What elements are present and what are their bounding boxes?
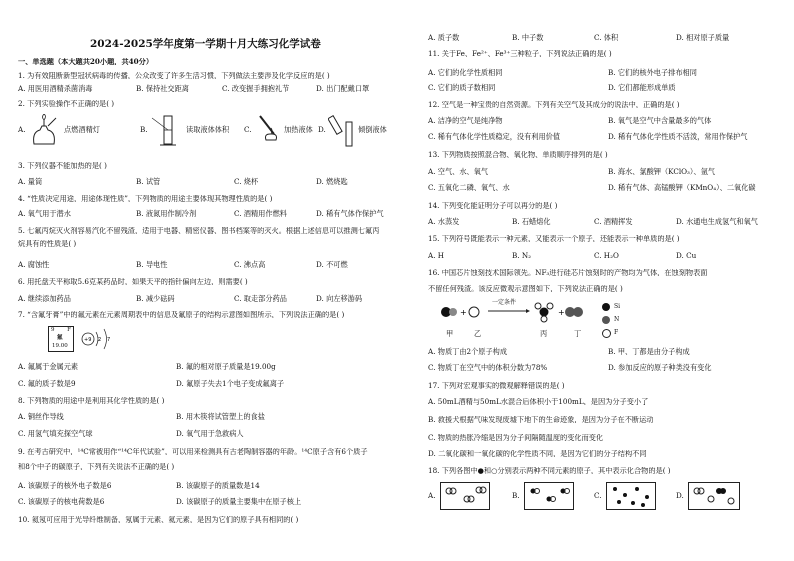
q1-option-c: C. 改变握手拥抱礼节 — [222, 84, 290, 93]
reaction-condition: 一定条件 — [492, 299, 517, 306]
q12-option-b: B. 氧气是空气中含量最多的气体 — [608, 116, 712, 125]
key-si-atom-icon — [602, 303, 610, 311]
q16-option-c: C. 物质丁在空气中的体积分数为78% — [428, 363, 548, 372]
q9-option-b: B. 该碳原子的质量数是14 — [176, 481, 260, 490]
q13-option-d: D. 稀有气体、高锰酸钾（KMnO₄）、二氧化碳 — [608, 183, 756, 192]
q13-option-b: B. 海水、氯酸钾（KClO₃）、氩气 — [608, 167, 716, 176]
q8-option-d: D. 氧气用于急救病人 — [176, 429, 244, 438]
key-f-label: F — [614, 329, 619, 336]
q10-option-d: D. 相对原子质量 — [676, 33, 730, 42]
element-card — [48, 326, 74, 352]
svg-text:+: + — [558, 308, 565, 317]
q8-stem: 8. 下列物质的用途中是利用其化学性质的是( ) — [18, 397, 165, 405]
q5-option-a: A. 腐蚀性 — [18, 260, 50, 269]
q5-stem-line1: 5. 七氟丙烷灭火剂容易汽化不留残渣，适用于电器、精密仪器、图书档案等的灭火。根据上述信息可以推测七氟丙 — [18, 227, 380, 235]
q10-option-a: A. 质子数 — [428, 33, 460, 42]
q14-option-c: C. 酒精挥发 — [594, 217, 633, 226]
q18-box-d — [688, 482, 740, 510]
q4-option-c: C. 酒精用作燃料 — [234, 209, 287, 218]
q14-option-d: D. 水通电生成氢气和氧气 — [676, 217, 758, 226]
q15-option-d: D. Cu — [676, 251, 697, 260]
q16-option-a: A. 物质丁由2个原子构成 — [428, 347, 508, 356]
pouring-liquid-icon — [328, 114, 360, 148]
q1-stem: 1. 为有效阻断新型冠状病毒的传播，公众改变了许多生活习惯，下列做法主要涉及化学反应的是( ) — [18, 72, 330, 80]
q15-stem: 15. 下列符号既能表示一种元素，又能表示一个原子，还能表示一种单质的是( ) — [428, 235, 680, 243]
test-tube-heating-icon — [254, 112, 284, 148]
q16-option-b: B. 甲、丁都是由分子构成 — [608, 347, 690, 356]
q18-stem: 18. 下列各图中●和○分别表示两种不同元素的原子，其中表示化合物的是( ) — [428, 467, 671, 475]
page-title: 2024-2025学年度第一学期十月大练习化学试卷 — [90, 38, 321, 50]
q16-option-d: D. 参加反应的原子种类没有变化 — [608, 363, 712, 372]
q2-option-c: 加热液体 — [284, 125, 313, 134]
q8-option-c: C. 用氢气填充探空气球 — [18, 429, 93, 438]
q3-option-b: B. 试管 — [136, 177, 161, 186]
q16-stem-line2: 不留任何残渣。该反应微观示意图如下，下列说法正确的是( ) — [428, 285, 623, 293]
q12-option-a: A. 洁净的空气是纯净物 — [428, 116, 503, 125]
q17-option-a: A. 50mL酒精与50mL水混合后体积小于100mL，是因为分子变小了 — [428, 398, 649, 406]
q15-option-c: C. H₂O — [594, 251, 619, 260]
q14-stem: 14. 下列变化能证明分子可以再分的是( ) — [428, 202, 558, 210]
molecule-diagram-icon — [434, 298, 674, 330]
q18-option-d: D. — [676, 491, 684, 500]
label-bing: 丙 — [540, 329, 548, 338]
q18-box-a — [440, 482, 490, 510]
q2-option-b: 读取液体体积 — [186, 125, 230, 134]
q8-option-a: A. 铜丝作导线 — [18, 412, 64, 421]
q17-option-d: D. 二氧化碳和一氧化碳的化学性质不同，是因为它们的分子结构不同 — [428, 450, 647, 458]
svg-text:+: + — [460, 308, 467, 317]
alcohol-lamp-icon — [28, 114, 62, 146]
q4-stem: 4. “性质决定用途，用途体现性质”，下列物质的用途主要体现其物理性质的是( ) — [18, 195, 273, 203]
key-n-atom-icon — [602, 316, 610, 324]
element-number: 9 — [51, 327, 55, 333]
key-f-atom-icon — [602, 329, 611, 338]
q3-stem: 3. 下列仪器不能加热的是( ) — [18, 162, 107, 170]
q5-stem-line2: 烷具有的性质是( ) — [18, 240, 77, 248]
section-heading: 一、单选题（本大题共20小题，共40分） — [18, 58, 154, 66]
q16-stem-line1: 16. 中国芯片蚀刻技术国际领先。NF₃进行硅芯片蚀刻时的产物均为气体，在蚀刻物表面 — [428, 269, 708, 277]
q7-stem: 7. “含氟牙膏”中的氟元素在元素周期表中的信息及氟原子的结构示意图如图所示，下列说法正确的是( ) — [18, 311, 345, 319]
q15-option-a: A. H — [428, 251, 445, 260]
key-si-label: Si — [614, 303, 621, 310]
q6-stem: 6. 用托盘天平称取5.6克某药品时，如果天平的指针偏向左边，则需要( ) — [18, 278, 248, 286]
q18-box-b — [524, 482, 574, 510]
q3-option-c: C. 烧杯 — [234, 177, 259, 186]
q14-option-b: B. 石蜡熔化 — [512, 217, 551, 226]
q13-option-c: C. 五氧化二磷、氧气、水 — [428, 183, 510, 192]
q9-option-d: D. 该碳原子的质量主要集中在原子核上 — [176, 497, 302, 506]
q4-option-b: B. 液氮用作制冷剂 — [136, 209, 197, 218]
q6-option-d: D. 向左移游码 — [316, 294, 363, 303]
q7-option-c: C. 氟的质子数是9 — [18, 379, 76, 388]
q3-option-a: A. 量筒 — [18, 177, 43, 186]
q2-stem: 2. 下列实验操作不正确的是( ) — [18, 100, 115, 108]
svg-text:2: 2 — [98, 337, 102, 343]
element-symbol: F — [67, 327, 71, 333]
q18-box-c — [606, 482, 656, 510]
label-jia: 甲 — [446, 329, 454, 338]
svg-text:+9: +9 — [84, 337, 92, 343]
q9-option-a: A. 该碳原子的核外电子数是6 — [18, 481, 112, 490]
q17-option-b: B. 救援犬根据气味发现废墟下地下的生命迹象，是因为分子在不断运动 — [428, 416, 654, 424]
q11-option-a: A. 它们的化学性质相同 — [428, 68, 503, 77]
q10-option-c: C. 体积 — [594, 33, 619, 42]
q1-option-d: D. 出门配戴口罩 — [316, 84, 370, 93]
q9-stem-line1: 9. 在考古研究中，¹⁴C常被用作“¹⁴C年代试验”，可以用来检测具有古老陶制容器的年龄。¹⁴C原子含有6个质子 — [18, 448, 368, 456]
graduated-cylinder-icon — [150, 112, 186, 148]
q18-option-a: A. — [428, 491, 436, 500]
q5-option-d: D. 不可燃 — [316, 260, 348, 269]
q10-stem: 10. 氦氖可应用于光导纤维制备，氖属于元素、氦元素，是因为它们的原子具有相同的( ) — [18, 516, 299, 524]
q7-option-d: D. 氟原子失去1个电子变成氟离子 — [176, 379, 285, 388]
q6-option-a: A. 继续添加药品 — [18, 294, 71, 303]
q2-option-a: 点燃酒精灯 — [64, 125, 100, 134]
label-ding: 丁 — [574, 329, 582, 338]
q3-option-d: D. 燃烧匙 — [316, 177, 348, 186]
q1-option-b: B. 保持社交距离 — [136, 84, 189, 93]
q5-option-c: C. 沸点高 — [234, 260, 266, 269]
q1-option-a: A. 用医用酒精杀菌消毒 — [18, 84, 93, 93]
q11-option-b: B. 它们的核外电子排布相同 — [608, 68, 697, 77]
q8-option-b: B. 用木筷将试管塑上的食盐 — [176, 412, 265, 421]
q2-figures: A. 点燃酒精灯 B. 读取液体体积 C. 加热液体 D. 倾倒液体 — [18, 112, 396, 150]
q17-option-c: C. 物质的热胀冷缩是因为分子间隔随温度的变化而变化 — [428, 434, 604, 442]
q6-option-b: B. 减少砝码 — [136, 294, 175, 303]
q9-stem-line2: 和8个中子的碳原子，下列有关说法不正确的是( ) — [18, 463, 175, 471]
q12-stem: 12. 空气是一种宝贵的自然资源。下列有关空气及其成分的说法中，正确的是( ) — [428, 101, 680, 109]
element-name: 氟 — [57, 335, 63, 341]
q11-stem: 11. 关于Fe、Fe²⁺、Fe³⁺三种粒子，下列说法正确的是( ) — [428, 50, 612, 58]
q4-option-d: D. 稀有气体作保护气 — [316, 209, 384, 218]
q11-option-d: D. 它们都能形成单质 — [608, 83, 676, 92]
q12-option-d: D. 稀有气体化学性质不活泼，常用作保护气 — [608, 132, 748, 141]
q4-option-a: A. 氧气用于潜水 — [18, 209, 71, 218]
q7-option-b: B. 氟的相对原子质量是19.00g — [176, 362, 276, 371]
label-yi: 乙 — [474, 329, 482, 338]
q15-option-b: B. N₂ — [512, 251, 532, 260]
q9-option-c: C. 该碳原子的核电荷数是6 — [18, 497, 105, 506]
key-n-label: N — [614, 316, 620, 323]
q7-option-a: A. 氟属于金属元素 — [18, 362, 79, 371]
q14-option-a: A. 水蒸发 — [428, 217, 460, 226]
q5-option-b: B. 导电性 — [136, 260, 168, 269]
q13-option-a: A. 空气、水、氧气 — [428, 167, 489, 176]
q18-option-b: B. — [512, 491, 520, 500]
q12-option-c: C. 稀有气体化学性质稳定，没有利用价值 — [428, 132, 561, 141]
svg-text:7: 7 — [107, 337, 111, 343]
q11-option-c: C. 它们的质子数相同 — [428, 83, 496, 92]
q17-stem: 17. 下列对宏观事实的微观解释错误的是( ) — [428, 382, 565, 390]
element-mass: 19.00 — [52, 343, 68, 349]
q10-option-b: B. 中子数 — [512, 33, 544, 42]
q18-option-c: C. — [594, 491, 602, 500]
q6-option-c: C. 取走部分药品 — [234, 294, 287, 303]
q13-stem: 13. 下列物质按照混合物、氧化物、单质顺序排列的是( ) — [428, 151, 608, 159]
fluorine-atom-structure-icon — [78, 326, 120, 352]
q2-option-d: 倾倒液体 — [358, 125, 387, 134]
